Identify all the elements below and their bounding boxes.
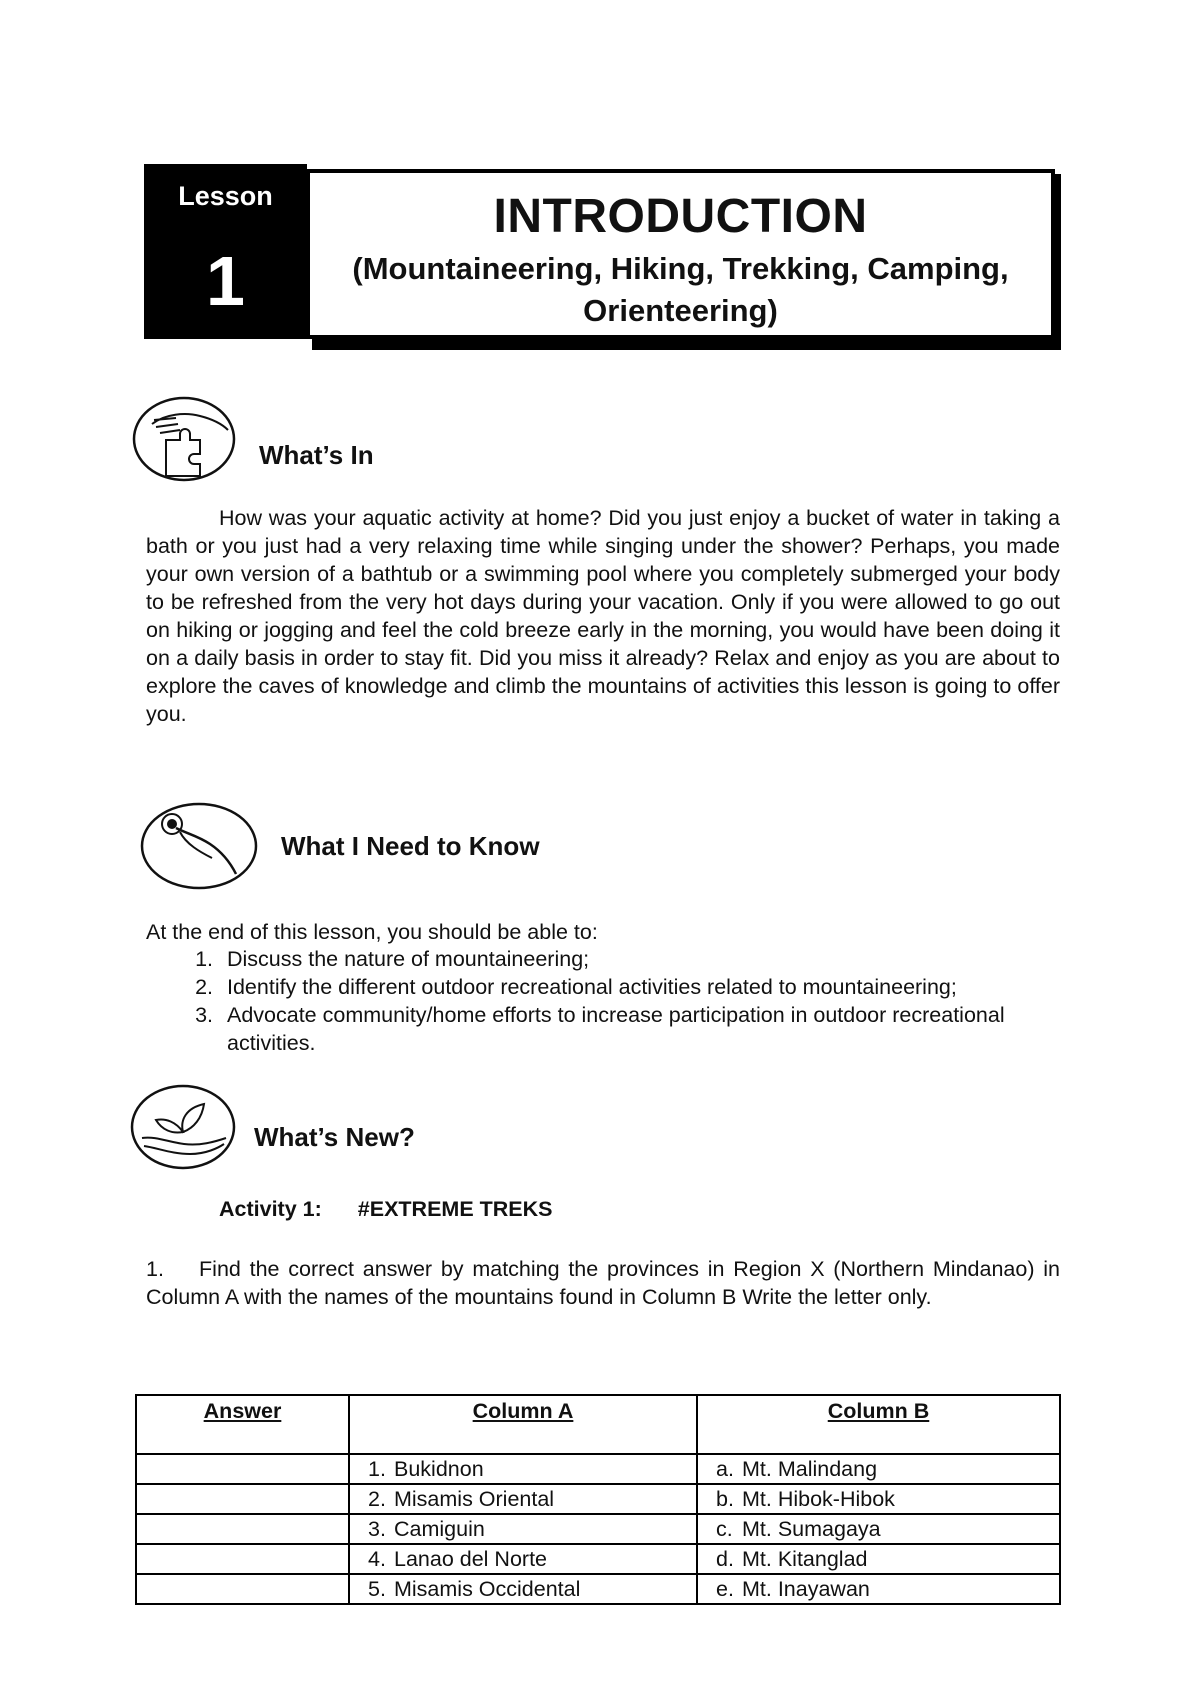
instruction-number: 1.	[146, 1257, 164, 1281]
whats-in-paragraph: How was your aquatic activity at home? Did you just enjoy a bucket of water in taking a bath or you just had a very relaxing time while singing under the shower? Perhaps, you made your own version of a bathtub or a swimming pool where you completely submerged your body to be refreshed from the very hot days during your vacation. Only if you were allowed to go out on hiking or jogging and feel the cold breeze early in the morning, you would have been doing it on a daily basis in order to stay fit. Did you miss it already? Relax and enjoy as you are about to explore the caves of knowledge and climb the mountains of activities this lesson is going to offer you.	[146, 506, 1060, 726]
lesson-subtitle: (Mountaineering, Hiking, Trekking, Camping, Orienteering)	[352, 250, 1009, 328]
column-a-cell: 4. Lanao del Norte	[349, 1544, 697, 1574]
answer-cell[interactable]	[136, 1574, 349, 1604]
activity-label	[219, 1197, 553, 1222]
column-b-cell: a. Mt. Malindang	[697, 1454, 1060, 1484]
column-b-cell: d. Mt. Kitanglad	[697, 1544, 1060, 1574]
seedling-hand-icon	[128, 1082, 238, 1172]
need-to-know-heading: What I Need to Know	[281, 831, 540, 861]
objectives-list	[146, 945, 1060, 1057]
matching-table	[135, 1394, 1061, 1605]
header-answer: Answer	[136, 1395, 349, 1454]
column-b-cell: c. Mt. Sumagaya	[697, 1514, 1060, 1544]
activity-title: #EXTREME TREKS	[357, 1197, 553, 1221]
lesson-label: Lesson	[178, 181, 273, 211]
answer-cell[interactable]	[136, 1544, 349, 1574]
hand-puzzle-icon	[130, 394, 238, 484]
header-column-b: Column B	[697, 1395, 1060, 1454]
table-row	[136, 1484, 1060, 1514]
table-header-row	[136, 1395, 1060, 1454]
objective-item: 2. Identify the different outdoor recreational activities related to mountaineering;	[219, 973, 1060, 1001]
answer-cell[interactable]	[136, 1454, 349, 1484]
column-a-cell: 5. Misamis Occidental	[349, 1574, 697, 1604]
instruction-text: Find the correct answer by matching the provinces in Region X (Northern Mindanao) in Column A with the names of the mountains found in Column B Write the letter only.	[146, 1257, 1060, 1309]
answer-cell[interactable]	[136, 1514, 349, 1544]
column-b-cell: e. Mt. Inayawan	[697, 1574, 1060, 1604]
answer-cell[interactable]	[136, 1484, 349, 1514]
activity-instruction	[146, 1255, 1060, 1311]
lesson-title: INTRODUCTION	[493, 190, 868, 243]
whats-new-heading: What’s New?	[254, 1122, 415, 1152]
activity-number: Activity 1:	[219, 1197, 322, 1221]
lesson-badge	[144, 164, 307, 339]
table-row	[136, 1454, 1060, 1484]
finger-press-icon	[138, 800, 260, 892]
lesson-number: 1	[206, 242, 245, 320]
column-a-cell: 2. Misamis Oriental	[349, 1484, 697, 1514]
column-a-cell: 3. Camiguin	[349, 1514, 697, 1544]
objectives-intro: At the end of this lesson, you should be able to:	[146, 920, 598, 944]
table-row	[136, 1544, 1060, 1574]
column-a-cell: 1. Bukidnon	[349, 1454, 697, 1484]
whats-in-heading: What’s In	[259, 440, 374, 470]
title-box	[306, 169, 1055, 339]
objective-item: 1. Discuss the nature of mountaineering;	[219, 945, 1060, 973]
objective-item: 3. Advocate community/home efforts to increase participation in outdoor recreational activities.	[219, 1001, 1060, 1057]
table-row	[136, 1574, 1060, 1604]
header-column-a: Column A	[349, 1395, 697, 1454]
table-row	[136, 1514, 1060, 1544]
column-b-cell: b. Mt. Hibok-Hibok	[697, 1484, 1060, 1514]
